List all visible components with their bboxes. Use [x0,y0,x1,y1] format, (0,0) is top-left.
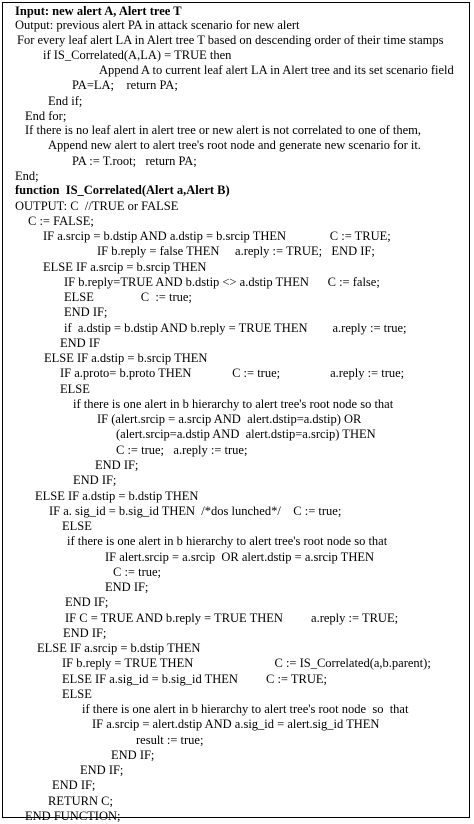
code-line: IF (alert.srcip = a.srcip AND alert.dstip=a.dstip) OR [97,412,362,426]
code-line: OUTPUT: C //TRUE or FALSE [15,199,179,213]
code-line: IF a.srcip = b.dstip AND a.dstip = b.srcip THEN C := TRUE; [43,229,391,243]
code-line: ELSE IF a.dstip = b.srcip THEN [44,351,208,365]
code-line: PA=LA; return PA; [72,78,178,92]
code-line: ELSE IF a.srcip = b.srcip THEN [43,260,207,274]
code-line: IF b.reply = TRUE THEN C := IS_Correlated(a,b.parent); [62,656,431,670]
code-line: ELSE [60,382,90,396]
code-line: Input: new alert A, Alert tree T [15,4,182,18]
code-line: END IF; [73,473,117,487]
code-line: IF a. sig_id = b.sig_id THEN /*dos lunched*/ C := true; [49,504,342,518]
code-line: End; [15,169,39,183]
code-line: END FUNCTION; [25,809,121,823]
code-line: END IF; [64,305,108,319]
code-line: function IS_Correlated(Alert a,Alert B) [15,183,230,197]
code-line: if a.dstip = b.dstip AND b.reply = TRUE THEN a.reply := true; [64,321,407,335]
code-line: C := FALSE; [28,214,94,228]
code-line: Append new alert to alert tree's root node and generate new scenario for it. [48,138,421,152]
code-line: RETURN C; [48,794,113,808]
algorithm-code [3,3,469,823]
code-line: IF b.reply=TRUE AND b.dstip <> a.dstip THEN C := false; [64,275,380,289]
code-line: END IF; [80,763,124,777]
code-line: END IF; [111,748,155,762]
code-line: END IF [60,336,100,350]
code-line: IF alert.srcip = a.srcip OR alert.dstip = a.srcip THEN [105,550,375,564]
code-line: result := true; [136,733,204,747]
code-line: END IF; [95,458,139,472]
code-line: PA := T.root; return PA; [72,154,197,168]
code-line: For every leaf alert LA in Alert tree T based on descending order of their time stamps [17,33,444,47]
code-line: ELSE [62,519,92,533]
code-line: ELSE C := true; [64,290,192,304]
code-line: IF a.proto= b.proto THEN C := true; a.reply := true; [60,366,405,380]
algorithm-box [2,2,470,823]
code-line: END IF; [105,580,149,594]
code-line: if IS_Correlated(A,LA) = TRUE then [43,48,232,62]
code-line: ELSE IF a.dstip = b.dstip THEN [35,489,199,503]
code-line: IF b.reply = false THEN a.reply := TRUE; END IF; [97,244,375,258]
code-line: END IF; [63,626,107,640]
code-line: IF a.srcip = alert.dstip AND a.sig_id = alert.sig_id THEN [92,717,380,731]
code-line: Output: previous alert PA in attack scenario for new alert [15,18,300,32]
code-line: if there is one alert in b hierarchy to alert tree's root node so that [82,702,409,716]
code-line: End for; [25,109,67,123]
code-line: End if; [48,94,83,108]
code-line: if there is one alert in b hierarchy to alert tree's root node so that [73,397,394,411]
code-line: IF C = TRUE AND b.reply = TRUE THEN a.reply := TRUE; [65,611,399,625]
code-line: Append A to current leaf alert LA in Alert tree and its set scenario field [99,63,454,77]
code-line: ELSE IF a.sig_id = b.sig_id THEN C := TRUE; [62,672,328,686]
code-line: If there is no leaf alert in alert tree or new alert is not correlated to one of them, [25,123,422,137]
code-line: ELSE IF a.srcip = b.dstip THEN [37,641,201,655]
code-line: C := true; [113,565,162,579]
code-line: if there is one alert in b hierarchy to alert tree's root node so that [67,534,388,548]
code-line: ELSE [62,687,92,701]
code-line: END IF; [65,595,109,609]
code-line: END IF; [52,778,96,792]
code-line: C := true; a.reply := true; [116,443,248,457]
code-line: (alert.srcip=a.dstip AND alert.dstip=a.srcip) THEN [116,427,376,441]
